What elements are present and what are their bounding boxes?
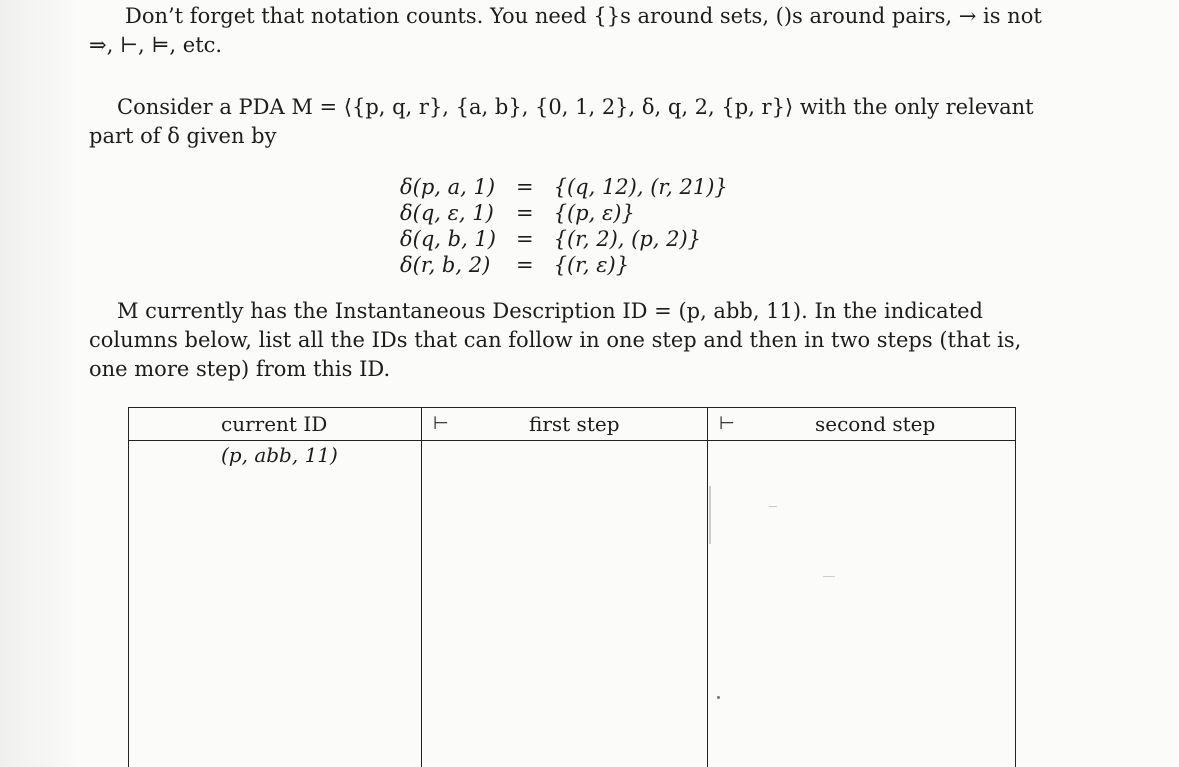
transition-equals: = [515, 227, 534, 251]
current-id-value: (p, abb, 11) [221, 443, 338, 467]
turnstile-symbol: ⊢ [719, 413, 735, 434]
transition-row [400, 226, 728, 252]
transition-equals: = [515, 201, 534, 225]
column-divider [707, 408, 708, 767]
transition-rhs: {(r, ε)} [553, 253, 630, 277]
transition-function-table [400, 174, 728, 278]
notation-note: Don’t forget that notation counts. You need {}s around sets, ()s around pairs, → is not ⇒, ⊢, ⊨, etc. [89, 4, 1042, 57]
transition-equals: = [515, 253, 534, 277]
answer-grid [128, 407, 1016, 767]
header-current-id: current ID [221, 412, 328, 436]
header-divider [129, 440, 1015, 441]
transition-row [400, 200, 728, 226]
transition-row [400, 174, 728, 200]
transition-lhs: δ(q, b, 1) [400, 227, 496, 251]
transition-rhs: {(q, 12), (r, 21)} [553, 175, 728, 199]
header-second-step: second step [815, 412, 936, 436]
column-divider [421, 408, 422, 767]
turnstile-symbol: ⊢ [433, 413, 449, 434]
transition-equals: = [515, 175, 534, 199]
pencil-mark [709, 486, 711, 544]
pencil-mark [769, 506, 777, 507]
transition-row [400, 252, 728, 278]
pencil-mark [823, 576, 835, 577]
instruction-paragraph: M currently has the Instantaneous Description ID = (p, abb, 11). In the indicated columns below, list all the IDs that can follow in one step and then in two steps (that is, one more step) from this ID. [89, 299, 1022, 381]
transition-lhs: δ(q, ε, 1) [400, 201, 494, 225]
page-edge-shadow [0, 0, 80, 767]
header-first-step: first step [529, 412, 620, 436]
transition-rhs: {(r, 2), (p, 2)} [553, 227, 702, 251]
ink-speck [717, 696, 720, 699]
transition-lhs: δ(p, a, 1) [400, 175, 496, 199]
transition-rhs: {(p, ε)} [553, 201, 635, 225]
transition-lhs: δ(r, b, 2) [400, 253, 491, 277]
pda-setup-paragraph: Consider a PDA M = ⟨{p, q, r}, {a, b}, {0, 1, 2}, δ, q, 2, {p, r}⟩ with the only relevant part of δ given by [89, 95, 1034, 148]
